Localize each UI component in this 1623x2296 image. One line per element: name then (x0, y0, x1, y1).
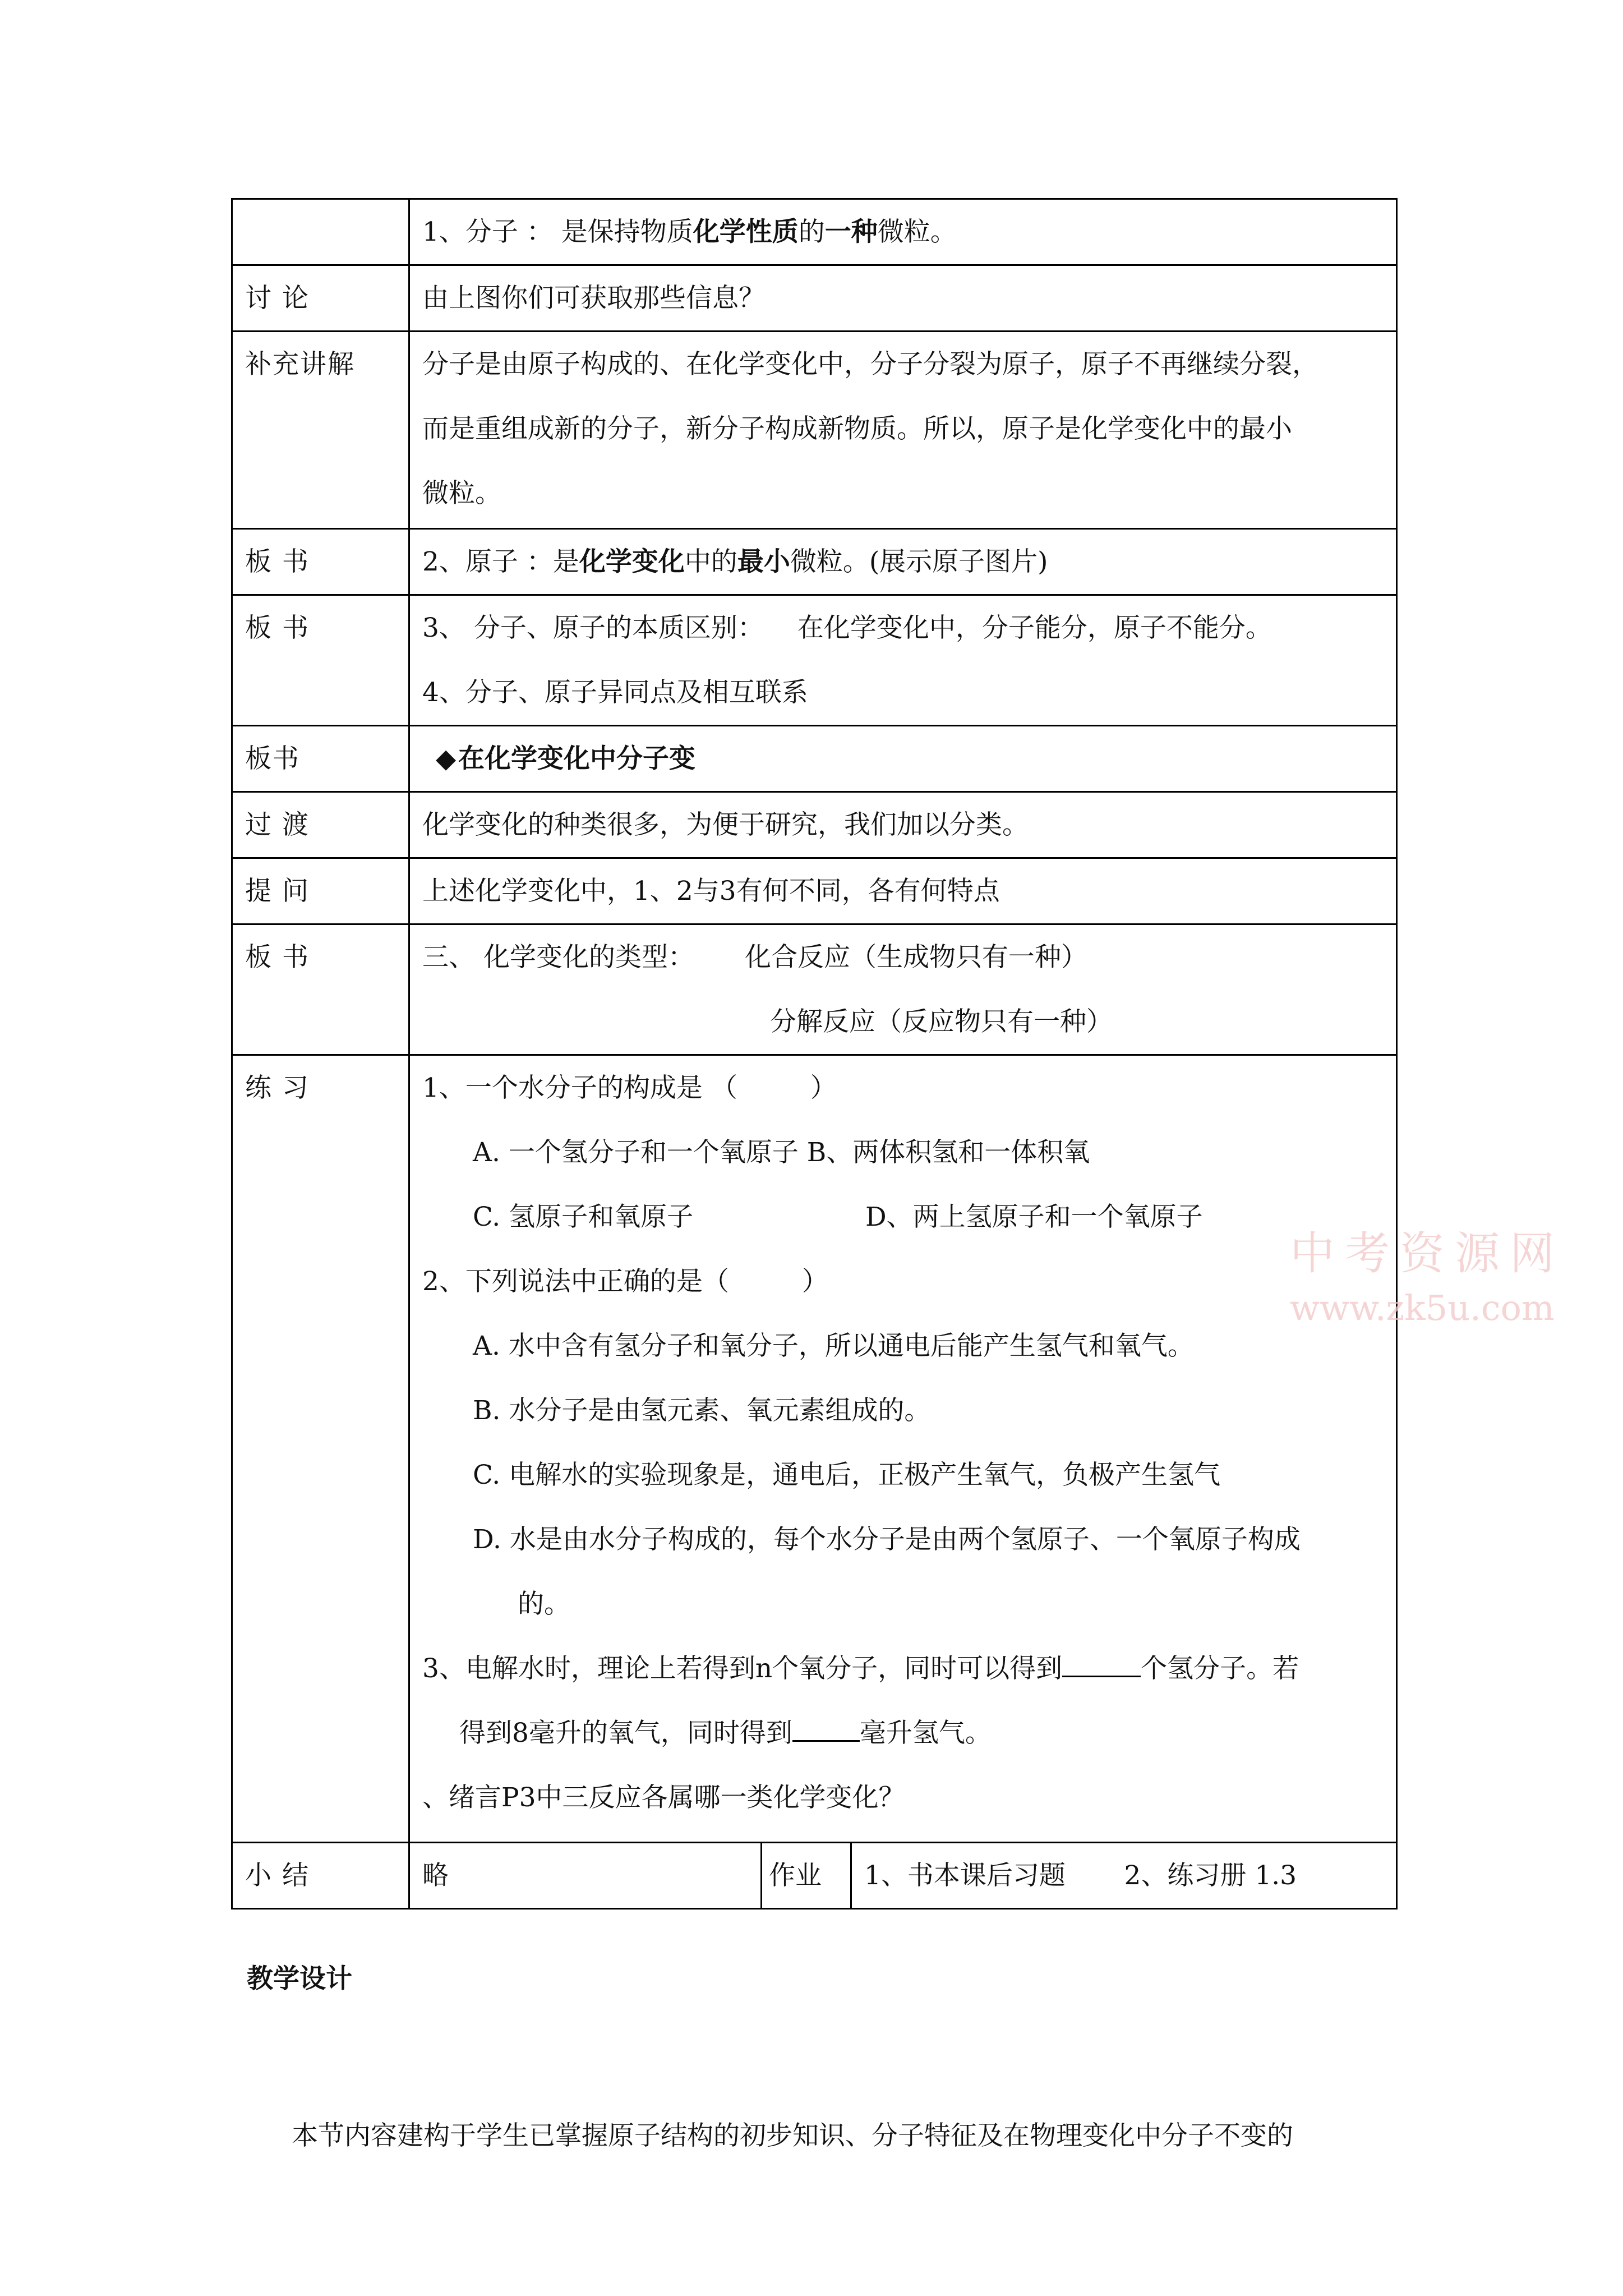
atom-definition-prefix: 2、原子 ：是 (422, 546, 579, 577)
exercise-content (409, 1055, 1397, 1843)
homework-content (851, 1843, 1397, 1909)
exercise-1-close: ） (810, 1073, 837, 1103)
row-label: 板 书 (232, 595, 409, 726)
molecule-definition-prefix: 1、分子 ： 是保持物质 (422, 217, 693, 247)
lesson-table (231, 198, 1398, 1910)
homework-text: 1、书本课后习题 2、练习册 1.3 (864, 1860, 1297, 1891)
row-label: 小 结 (232, 1843, 409, 1909)
similarities-heading: 4、分子、原子异同点及相互联系 (422, 677, 808, 708)
exercise-1-option-d: D、两上氢原子和一个氧原子 (865, 1202, 1203, 1232)
exercise-2-option-c: C. 电解水的实验现象是，通电后，正极产生氧气，负极产生氢气 (473, 1460, 1221, 1490)
row-label: 板书 (232, 726, 409, 792)
section-body: 本节内容建构于学生已掌握原子结构的初步知识、分子特征及在物理变化中分子不变的 (292, 2120, 1293, 2151)
atom-definition-mid: 中的 (684, 546, 737, 577)
question-text: 上述化学变化中，1、2与3有何不同，各有何特点 (422, 876, 1000, 907)
discussion-text: 由上图你们可获取那些信息？ (422, 283, 765, 314)
exercise-3-question: 3、电解水时，理论上若得到n个氧分子，同时可以得到 (422, 1653, 1063, 1684)
supplement-line-3: 微粒。 (422, 478, 501, 509)
table-row (232, 1055, 1397, 1843)
row-content (409, 332, 1397, 529)
exercise-1-option-c: C. 氢原子和氧原子 (473, 1202, 694, 1232)
table-row (232, 199, 1397, 265)
supplement-line-2: 而是重组成新的分子，新分子构成新物质。所以，原子是化学变化中的最小 (422, 413, 1292, 444)
row-content (409, 265, 1397, 332)
watermark-url: www.zk5u.com (1290, 1287, 1555, 1328)
table-row (232, 924, 1397, 1055)
row-content (409, 529, 1397, 595)
row-content (409, 595, 1397, 726)
table-row (232, 858, 1397, 924)
answer-blank (1062, 1670, 1141, 1677)
table-row (232, 595, 1397, 726)
exercise-1-option-ab: A. 一个氢分子和一个氧原子 B、两体积氢和一体积氧 (473, 1137, 1090, 1168)
exercise-2-option-d: D. 水是由水分子构成的，每个水分子是由两个氢原子、一个氧原子构成 (473, 1524, 1301, 1555)
combination-reaction: 化合反应（生成物只有一种） (744, 942, 1087, 973)
row-label: 提 问 (232, 858, 409, 924)
exercise-2-option-a: A. 水中含有氢分子和氧分子，所以通电后能产生氢气和氧气。 (473, 1331, 1194, 1361)
row-content (409, 924, 1397, 1055)
exercise-2-option-d-cont: 的。 (518, 1589, 570, 1619)
row-label: 练 习 (232, 1055, 409, 1843)
decomposition-reaction: 分解反应（反应物只有一种） (770, 1006, 1113, 1037)
table-row (232, 1843, 1397, 1909)
table-row (232, 726, 1397, 792)
atom-definition-bold-2: 最小 (737, 546, 790, 577)
difference-text: 在化学变化中，分子能分，原子不能分。 (797, 613, 1272, 643)
table-row (232, 792, 1397, 858)
summary-content: 略 (409, 1843, 762, 1909)
row-label: 过 渡 (232, 792, 409, 858)
row-label: 讨 论 (232, 265, 409, 332)
row-label (232, 199, 409, 265)
homework-label: 作业 (762, 1843, 851, 1909)
answer-blank (792, 1734, 860, 1742)
difference-heading: 3、 分子、原子的本质区别： (422, 613, 764, 643)
exercise-3-question-line2: 得到8毫升的氧气，同时得到 (459, 1718, 792, 1749)
watermark-text: 中考资源网 (1290, 1227, 1565, 1280)
section-title: 教学设计 (247, 1963, 352, 1994)
molecule-definition-mid: 的 (798, 217, 825, 247)
atom-definition-bold-1: 化学变化 (579, 546, 685, 577)
exercise-1-question: 1、一个水分子的构成是 （ (422, 1073, 737, 1103)
exercise-3-question-cont: 个氢分子。若 (1141, 1653, 1299, 1684)
diamond-bullet-icon: ◆ (436, 743, 457, 774)
transition-text: 化学变化的种类很多，为便于研究，我们加以分类。 (422, 809, 1029, 840)
row-label: 板 书 (232, 529, 409, 595)
molecule-definition-suffix: 微粒。 (877, 217, 957, 247)
row-label: 补充讲解 (232, 332, 409, 529)
table-row (232, 265, 1397, 332)
watermark (1290, 1217, 1623, 1328)
exercise-2-question: 2、下列说法中正确的是（ (422, 1266, 729, 1297)
molecule-definition-bold-2: 一种 (824, 217, 878, 247)
table-row (232, 332, 1397, 529)
row-content (409, 792, 1397, 858)
atom-definition-suffix: 微粒。(展示原子图片) (790, 546, 1048, 577)
row-label: 板 书 (232, 924, 409, 1055)
exercise-3-question-end: 毫升氢气。 (859, 1718, 992, 1749)
row-content (409, 726, 1397, 792)
molecule-changes-text: 在化学变化中分子变 (458, 743, 695, 774)
row-content (409, 199, 1397, 265)
reaction-types-heading: 三、 化学变化的类型： (422, 942, 694, 973)
table-row (232, 529, 1397, 595)
row-content (409, 858, 1397, 924)
exercise-2-option-b: B. 水分子是由氢元素、氧元素组成的。 (473, 1395, 931, 1426)
exercise-4-question: 、绪言P3中三反应各属哪一类化学变化？ (422, 1782, 905, 1813)
molecule-definition-bold-1: 化学性质 (693, 217, 799, 247)
exercise-2-close: ） (801, 1266, 828, 1297)
supplement-line-1: 分子是由原子构成的、在化学变化中，分子分裂为原子，原子不再继续分裂， (422, 349, 1318, 380)
